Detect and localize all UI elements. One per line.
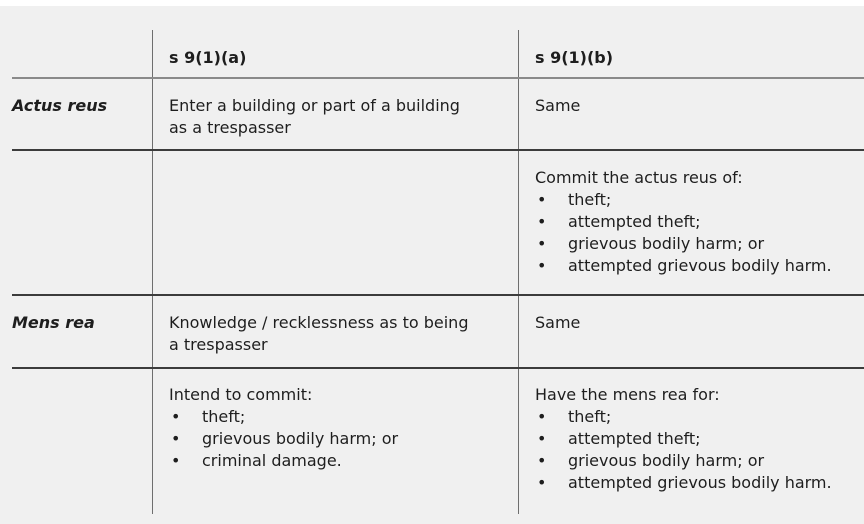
row-rule-2 <box>12 294 864 296</box>
actus-reus-col-b: Same <box>535 96 581 115</box>
text-line: as a trespasser <box>169 118 291 137</box>
list-intro: Commit the actus reus of: <box>535 168 743 187</box>
row-label-actus-reus: Actus reus <box>12 96 108 115</box>
bullet-list <box>535 406 855 494</box>
bullet-list <box>169 406 509 472</box>
column-divider-2 <box>518 30 519 514</box>
header-rule <box>12 77 864 79</box>
list-item: • attempted theft; <box>535 211 855 233</box>
mens-rea-col-a <box>169 312 509 356</box>
row-label-mens-rea: Mens rea <box>12 313 95 332</box>
list-item: • grievous bodily harm; or <box>535 450 855 472</box>
actus-reus-col-a <box>169 95 499 139</box>
text-line: a trespasser <box>169 335 268 354</box>
list-item: • grievous bodily harm; or <box>169 428 509 450</box>
list-intro: Intend to commit: <box>169 385 313 404</box>
list-item: • theft; <box>535 406 855 428</box>
bullet-list <box>535 189 855 277</box>
list-item: • attempted grievous bodily harm. <box>535 255 855 277</box>
mens-rea-ext-col-a <box>169 384 509 472</box>
mens-rea-col-b: Same <box>535 313 581 332</box>
list-item: • attempted grievous bodily harm. <box>535 472 855 494</box>
list-item: • theft; <box>169 406 509 428</box>
list-intro: Have the mens rea for: <box>535 385 720 404</box>
text-line: Enter a building or part of a building <box>169 96 460 115</box>
text-line: Knowledge / recklessness as to being <box>169 313 469 332</box>
actus-reus-ext-col-b <box>535 167 855 277</box>
header-col-b: s 9(1)(b) <box>535 48 614 67</box>
row-rule-3 <box>12 367 864 369</box>
row-rule-1 <box>12 149 864 151</box>
burglary-comparison-table <box>0 6 864 524</box>
column-divider-1 <box>152 30 153 514</box>
mens-rea-ext-col-b <box>535 384 855 494</box>
list-item: • attempted theft; <box>535 428 855 450</box>
list-item: • grievous bodily harm; or <box>535 233 855 255</box>
header-col-a: s 9(1)(a) <box>169 48 247 67</box>
list-item: • criminal damage. <box>169 450 509 472</box>
list-item: • theft; <box>535 189 855 211</box>
